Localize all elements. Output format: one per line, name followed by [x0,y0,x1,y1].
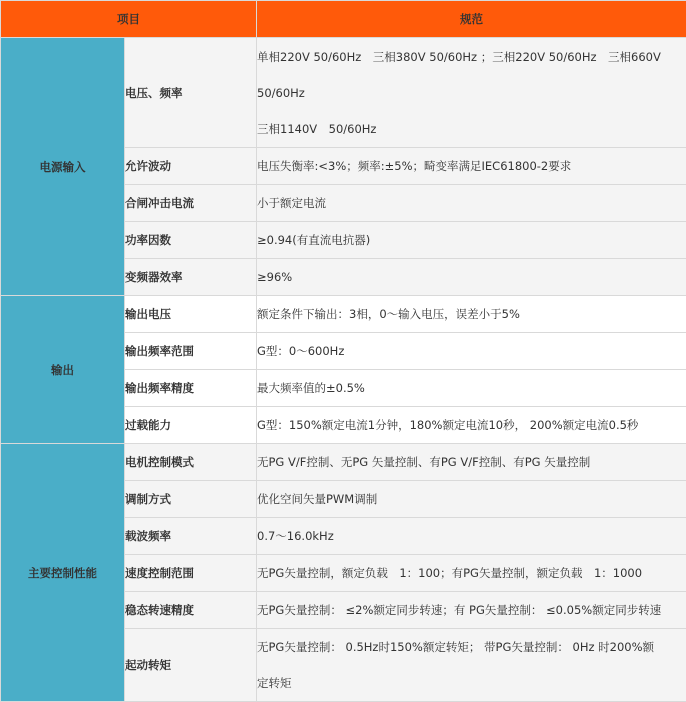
group-output: 输出 [1,296,125,444]
item-power-factor: 功率因数 [125,222,257,259]
value-voltage-frequency [257,38,686,148]
value-line: 三相1140V 50/60Hz [257,111,686,147]
item-speed-control-range: 速度控制范围 [125,555,257,592]
item-motor-control-mode: 电机控制模式 [125,444,257,481]
value-steady-speed-accuracy: 无PG矢量控制： ≤2%额定同步转速；有 PG矢量控制： ≤0.05%额定同步转速 [257,592,686,629]
value-line: 单相220V 50/60Hz 三相380V 50/60Hz ；三相220V 50/60Hz 三相660V [257,39,686,75]
value-carrier-frequency: 0.7～16.0kHz [257,518,686,555]
group-power-input: 电源输入 [1,38,125,296]
item-modulation-method: 调制方式 [125,481,257,518]
value-inrush-current: 小于额定电流 [257,185,686,222]
item-allowed-fluctuation: 允许波动 [125,148,257,185]
value-overload-capacity: G型：150%额定电流1分钟，180%额定电流10秒， 200%额定电流0.5秒 [257,407,686,444]
value-power-factor: ≥0.94(有直流电抗器) [257,222,686,259]
group-control-performance: 主要控制性能 [1,444,125,702]
item-output-frequency-accuracy: 输出频率精度 [125,370,257,407]
value-output-frequency-accuracy: 最大频率值的±0.5% [257,370,686,407]
item-overload-capacity: 过载能力 [125,407,257,444]
item-voltage-frequency: 电压、频率 [125,38,257,148]
value-line: 50/60Hz [257,75,686,111]
value-inverter-efficiency: ≥96% [257,259,686,296]
value-line: 定转矩 [257,665,686,701]
value-modulation-method: 优化空间矢量PWM调制 [257,481,686,518]
item-carrier-frequency: 载波频率 [125,518,257,555]
item-output-voltage: 输出电压 [125,296,257,333]
header-item: 项目 [1,1,257,38]
header-spec: 规范 [257,1,686,38]
value-output-frequency-range: G型：0～600Hz [257,333,686,370]
item-inrush-current: 合闸冲击电流 [125,185,257,222]
item-output-frequency-range: 输出频率范围 [125,333,257,370]
value-motor-control-mode: 无PG V/F控制、无PG 矢量控制、有PG V/F控制、有PG 矢量控制 [257,444,686,481]
value-allowed-fluctuation: 电压失衡率:<3%；频率:±5%；畸变率满足IEC61800-2要求 [257,148,686,185]
value-speed-control-range: 无PG矢量控制，额定负载 1：100；有PG矢量控制，额定负载 1：1000 [257,555,686,592]
item-steady-speed-accuracy: 稳态转速精度 [125,592,257,629]
item-inverter-efficiency: 变频器效率 [125,259,257,296]
item-starting-torque: 起动转矩 [125,629,257,702]
value-starting-torque [257,629,686,702]
value-line: 无PG矢量控制： 0.5Hz时150%额定转矩； 带PG矢量控制： 0Hz 时200%额 [257,629,686,665]
value-output-voltage: 额定条件下输出：3相，0～输入电压，误差小于5% [257,296,686,333]
